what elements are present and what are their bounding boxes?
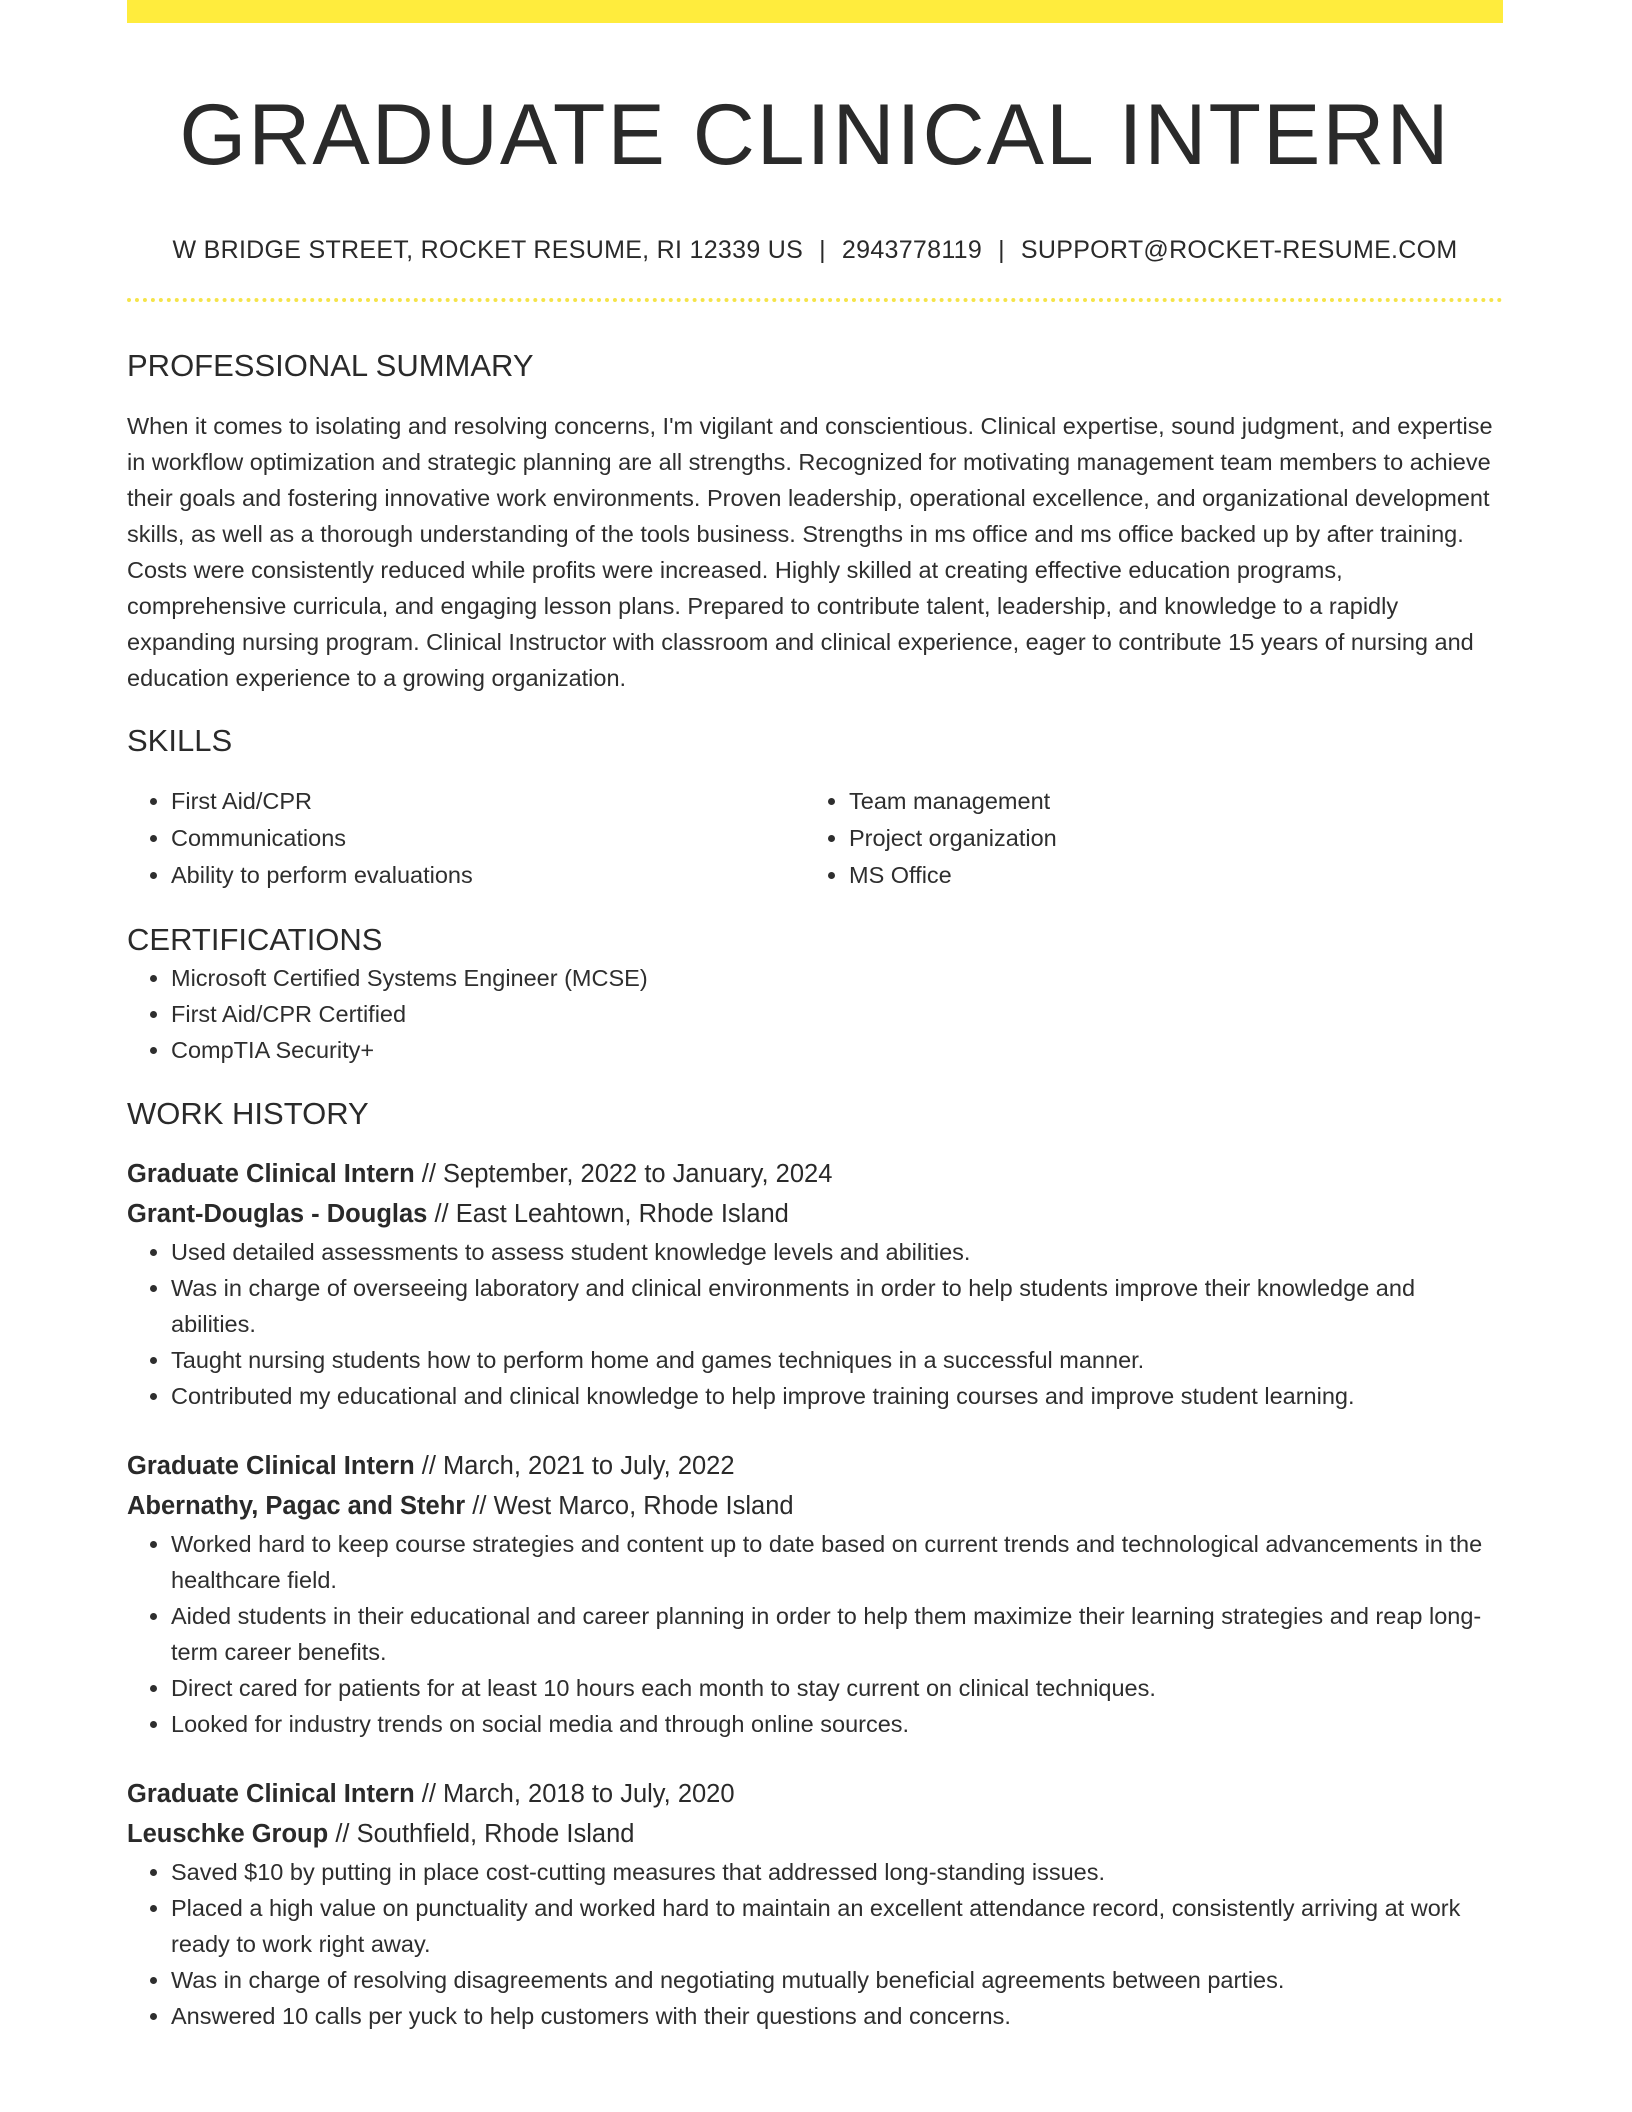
address: W BRIDGE STREET, ROCKET RESUME, RI 12339 US	[172, 236, 804, 264]
skill-item: • Project organization	[849, 820, 1483, 857]
job-entry	[127, 1774, 1503, 2034]
job-entry	[127, 1446, 1503, 1742]
job-role: Graduate Clinical Intern	[127, 1780, 415, 1808]
resume-content	[127, 0, 1503, 2034]
job-bullet: • Looked for industry trends on social media and through online sources.	[171, 1706, 1503, 1742]
joiner: //	[472, 1492, 487, 1520]
contact-separator: |	[819, 236, 826, 264]
certifications-heading: CERTIFICATIONS	[127, 922, 383, 957]
job-dates: March, 2018 to July, 2020	[443, 1780, 735, 1808]
job-bullets	[127, 1234, 1503, 1414]
job-bullet: • Contributed my educational and clinical knowledge to help improve training courses and improve student learning.	[171, 1378, 1503, 1414]
job-company-line	[127, 1486, 1503, 1526]
skill-item: • MS Office	[849, 857, 1483, 894]
job-role: Graduate Clinical Intern	[127, 1452, 415, 1480]
joiner: //	[421, 1452, 436, 1480]
job-title-line	[127, 1154, 1503, 1194]
skill-item: • Communications	[171, 820, 805, 857]
job-bullet: • Placed a high value on punctuality and worked hard to maintain an excellent attendance record, consistently arriving at work ready to work right away.	[171, 1890, 1503, 1962]
job-bullet: • Direct cared for patients for at least 10 hours each month to stay current on clinical techniques.	[171, 1670, 1503, 1706]
job-bullet: • Worked hard to keep course strategies and content up to date based on current trends and technological advancements in the healthcare field.	[171, 1526, 1503, 1598]
job-bullets	[127, 1526, 1503, 1742]
certification-item: • First Aid/CPR Certified	[171, 996, 1503, 1032]
job-company: Abernathy, Pagac and Stehr	[127, 1492, 466, 1520]
skill-item: • Ability to perform evaluations	[171, 857, 805, 894]
job-company-line	[127, 1194, 1503, 1234]
phone: 2943778119	[841, 236, 983, 264]
job-location: East Leahtown, Rhode Island	[455, 1200, 789, 1228]
joiner: //	[434, 1200, 449, 1228]
job-bullet: • Taught nursing students how to perform home and games techniques in a successful manner.	[171, 1342, 1503, 1378]
certification-item: • Microsoft Certified Systems Engineer (MCSE)	[171, 960, 1503, 996]
summary-heading: PROFESSIONAL SUMMARY	[127, 348, 534, 383]
email-link[interactable]: SUPPORT@ROCKET-RESUME.COM	[1020, 236, 1458, 264]
job-bullet: • Was in charge of overseeing laboratory and clinical environments in order to help students improve their knowledge and abilities.	[171, 1270, 1503, 1342]
skill-item: • Team management	[849, 783, 1483, 820]
summary-text: When it comes to isolating and resolving concerns, I'm vigilant and conscientious. Clinical expertise, sound judgment, and expertise in workflow optimization and strategic planning are all strengths. Recognized for motivating management team members to achieve their goals and fostering innovative work environments. Proven leadership, operational excellence, and organizational development skills, as well as a thorough understanding of the tools business. Strengths in ms office and ms office backed up by after training. Costs were consistently reduced while profits were increased. Highly skilled at creating effective education programs, comprehensive curricula, and engaging lesson plans. Prepared to contribute talent, leadership, and knowledge to a rapidly expanding nursing program. Clinical Instructor with classroom and clinical experience, eager to contribute 15 years of nursing and education experience to a growing organization.	[127, 413, 1493, 691]
job-location: West Marco, Rhode Island	[493, 1492, 794, 1520]
job-company: Leuschke Group	[127, 1820, 329, 1848]
job-dates: March, 2021 to July, 2022	[443, 1452, 735, 1480]
job-entry	[127, 1154, 1503, 1414]
job-title-line	[127, 1446, 1503, 1486]
job-bullet: • Used detailed assessments to assess student knowledge levels and abilities.	[171, 1234, 1503, 1270]
job-bullet: • Saved $10 by putting in place cost-cutting measures that addressed long-standing issues.	[171, 1854, 1503, 1890]
joiner: //	[421, 1780, 436, 1808]
work-history-heading: WORK HISTORY	[127, 1096, 369, 1131]
contact-separator: |	[998, 236, 1005, 264]
skills-heading: SKILLS	[127, 723, 233, 758]
certification-item: • CompTIA Security+	[171, 1032, 1503, 1068]
job-bullet: • Aided students in their educational and career planning in order to help them maximize their learning strategies and reap long-term career benefits.	[171, 1598, 1503, 1670]
joiner: //	[335, 1820, 350, 1848]
accent-top-bar	[127, 0, 1503, 23]
job-company-line	[127, 1814, 1503, 1854]
job-title-line	[127, 1774, 1503, 1814]
job-bullets	[127, 1854, 1503, 2034]
job-company: Grant-Douglas - Douglas	[127, 1200, 428, 1228]
job-location: Southfield, Rhode Island	[356, 1820, 635, 1848]
header-divider	[127, 298, 1503, 302]
job-bullet: • Answered 10 calls per yuck to help customers with their questions and concerns.	[171, 1998, 1503, 2034]
job-dates: September, 2022 to January, 2024	[443, 1160, 833, 1188]
job-role: Graduate Clinical Intern	[127, 1160, 415, 1188]
certifications-list	[127, 960, 1503, 1068]
skills-column-right	[805, 783, 1483, 894]
joiner: //	[421, 1160, 436, 1188]
skills-grid	[127, 783, 1503, 894]
job-bullet: • Was in charge of resolving disagreements and negotiating mutually beneficial agreements between parties.	[171, 1962, 1503, 1998]
candidate-name: GRADUATE CLINICAL INTERN	[179, 87, 1451, 183]
contact-line	[127, 233, 1503, 267]
skill-item: • First Aid/CPR	[171, 783, 805, 820]
skills-column-left	[127, 783, 805, 894]
